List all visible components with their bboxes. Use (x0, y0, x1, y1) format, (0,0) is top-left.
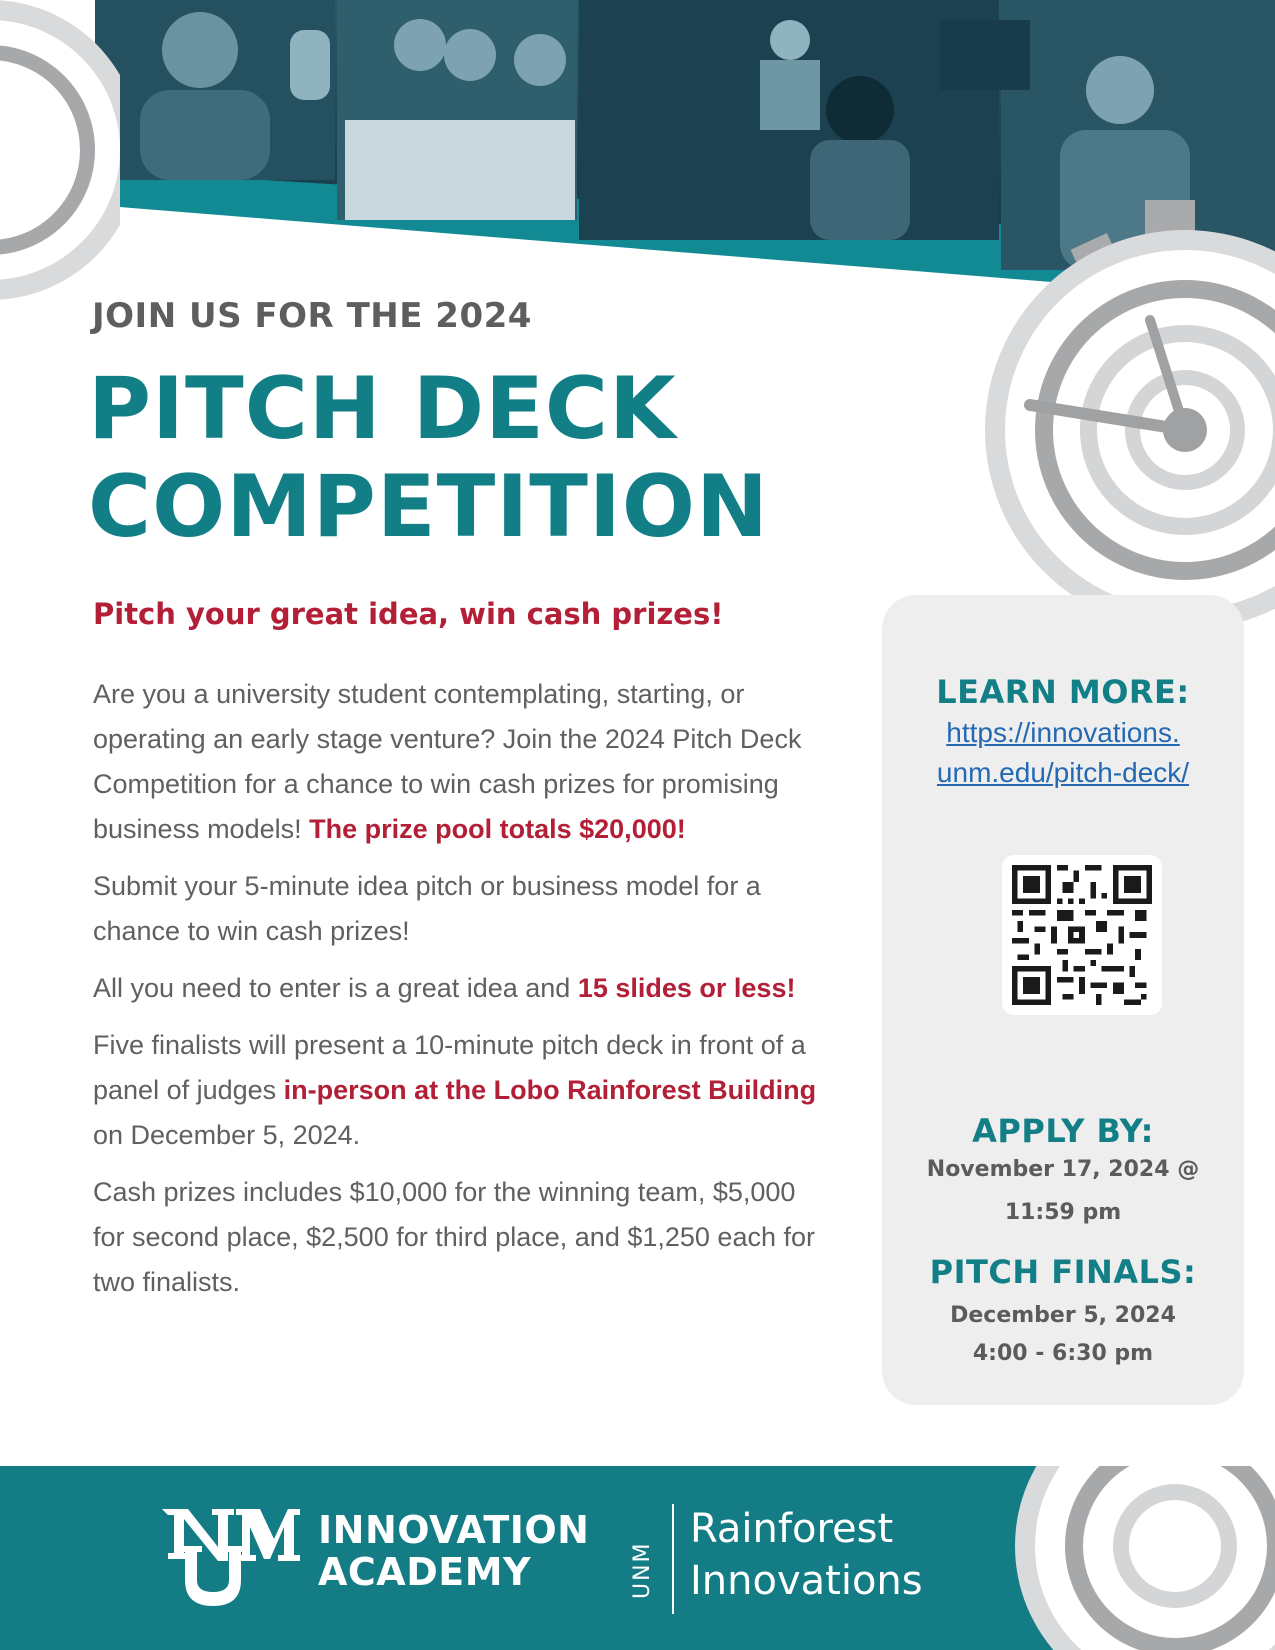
eyebrow-heading: JOIN US FOR THE 2024 (92, 296, 532, 336)
info-sidebar (882, 595, 1244, 1405)
paragraph-prizes: Cash prizes includes $10,000 for the winning team, $5,000 for second place, $2,500 for third place, and $1,250 each for two finalists. (93, 1177, 815, 1297)
ring-decoration (1015, 1466, 1275, 1650)
paragraph-intro (93, 672, 833, 852)
paragraph-finalists (93, 1023, 833, 1158)
requirements-text: All you need to enter is a great idea and (93, 973, 578, 1003)
pitch-finals-date: December 5, 2024 (950, 1303, 1176, 1328)
qr-code-icon (1012, 865, 1152, 1005)
learn-more-link-line-1[interactable]: https://innovations. (946, 717, 1180, 748)
ia-line-1: INNOVATION (318, 1508, 590, 1552)
footer-bar (0, 1466, 1275, 1650)
slides-highlight: 15 slides or less! (577, 973, 796, 1003)
rainforest-innovations-wordmark (690, 1503, 990, 1607)
pitch-finals-time: 4:00 - 6:30 pm (972, 1341, 1154, 1366)
learn-more-heading: LEARN MORE: (936, 673, 1190, 711)
apply-by-heading: APPLY BY: (972, 1112, 1154, 1150)
apply-by-time: 11:59 pm (1004, 1200, 1122, 1225)
innovation-academy-wordmark (318, 1509, 598, 1593)
title-line-1: PITCH DECK (88, 359, 677, 459)
pitch-finals-heading: PITCH FINALS: (929, 1253, 1197, 1291)
ia-line-2: ACADEMY (318, 1550, 532, 1594)
body-copy (93, 672, 833, 1317)
prize-pool-highlight: The prize pool totals $20,000! (309, 814, 686, 844)
rf-line-1: Rainforest (690, 1506, 894, 1552)
intro-text: Are you a university student contemplating, starting, or operating an early stage venture? Join the 2024 Pitch Deck Competition for a chance to win cash prizes for promising business models! (93, 679, 802, 844)
location-highlight: in-person at the Lobo Rainforest Building (283, 1075, 817, 1105)
unm-vertical-text: UNM (630, 1541, 655, 1599)
qr-code[interactable] (1002, 855, 1162, 1015)
rf-line-2: Innovations (690, 1558, 923, 1604)
ring-decoration (0, 0, 120, 320)
finalists-text-b: on December 5, 2024. (93, 1120, 361, 1150)
finalists-text-a: Five finalists will present a 10-minute pitch deck in front of a panel of judges (93, 1030, 806, 1105)
logo-divider (672, 1504, 674, 1614)
learn-more-link-line-2[interactable]: unm.edu/pitch-deck/ (936, 757, 1190, 788)
page-title (88, 360, 908, 556)
tagline: Pitch your great idea, win cash prizes! (93, 597, 724, 631)
title-line-2: COMPETITION (88, 457, 769, 557)
unm-logo-icon (160, 1501, 300, 1616)
apply-by-date: November 17, 2024 @ (926, 1157, 1200, 1182)
paragraph-submit: Submit your 5-minute idea pitch or business model for a chance to win cash prizes! (93, 871, 761, 946)
paragraph-requirements (93, 966, 833, 1011)
